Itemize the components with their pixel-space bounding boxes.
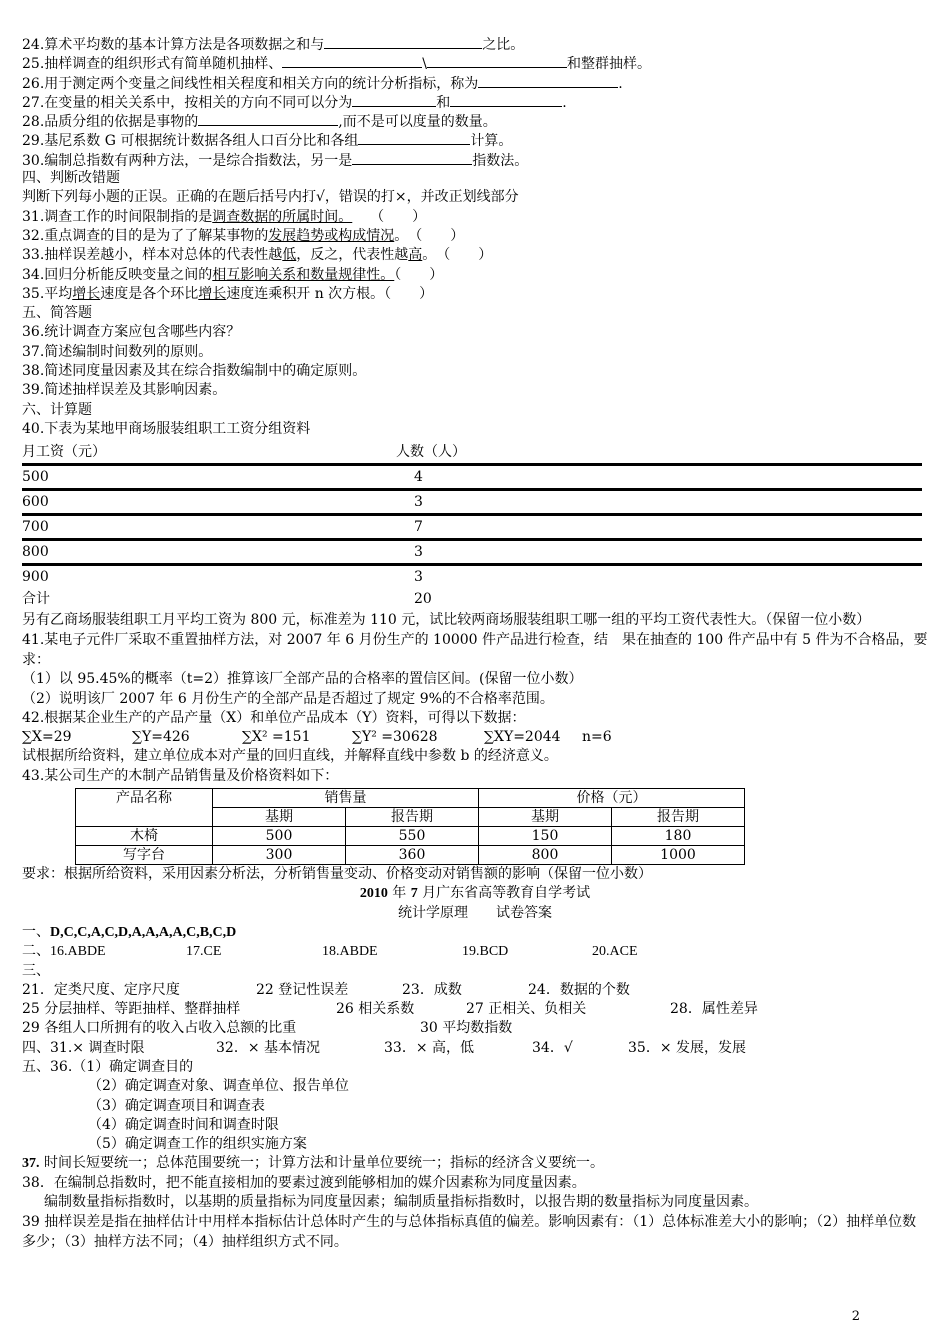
question-42-task: 试根据所给资料，建立单位成本对产量的回归直线，并解释直线中参数 b 的经济意义。: [22, 748, 558, 765]
short-question: 38.简述同度量因素及其在综合指数编制中的确定原则。: [22, 363, 367, 380]
table-row: 800 3: [22, 540, 922, 565]
answers-section-3-line1: 21．定类尺度、定序尺度 22 登记性误差 23．成数 24．数据的个数: [22, 981, 630, 998]
answers-section-3-line3: 29 各组人口所拥有的收入占收入总额的比重 30 平均数指数: [22, 1020, 513, 1037]
question-43-intro: 43.某公司生产的木制产品销售量及价格资料如下：: [22, 767, 339, 784]
table-row: 500 4: [22, 465, 922, 490]
answer-blank: [450, 92, 562, 107]
short-question: 39.简述抽样误差及其影响因素。: [22, 382, 227, 399]
table-header-cell: 人数（人）: [396, 441, 922, 465]
answers-title: 2010 年 7 月广东省高等教育自学考试: [359, 885, 591, 902]
answer-blank: [478, 73, 618, 88]
answers-subtitle: 统计学原理 试卷答案: [398, 904, 552, 921]
question-40-note: 另有乙商场服装组职工月平均工资为 800 元，标准差为 110 元，试比较两商场服装组职工哪一组的平均工资代表性大。（保留一位小数）: [22, 612, 871, 629]
table-subheader-row: 基期 报告期 基期 报告期: [76, 808, 745, 827]
answer-37: 37. 时间长短要统一；总体范围要统一；计算方法和计量单位要统一；指标的经济含义要统一。: [22, 1155, 604, 1172]
question-41: 41.某电子元件厂采取不重置抽样方法，对 2007 年 6 月份生产的 10000 件产品进行检查，结 果在抽查的 100 件产品中有 5 件为不合格品，要求：: [22, 632, 928, 669]
answer-38-detail: 编制数量指标指数时，以基期的质量指标为同度量因素；编制质量指标指数时，以报告期的数量指标为同度量因素。: [44, 1194, 758, 1211]
table-row: 700 7: [22, 515, 922, 540]
question-29: 29.基尼系数 G 可根据统计数据各组人口百分比和各组 计算。: [22, 130, 928, 149]
answer-blank: [358, 130, 470, 145]
table-header-row: [22, 441, 922, 465]
page-number: 2: [851, 1309, 860, 1324]
answer-blank: [352, 92, 436, 107]
question-27: 27.在变量的相关关系中，按相关的方向不同可以分为 和 .: [22, 92, 928, 111]
question-41-part1: （1）以 95.45%的概率（t=2）推算该厂全部产品的合格率的置信区间。(保留一位小数）: [22, 671, 583, 688]
question-35: 35.平均增长速度是各个环比增长速度连乘积开 n 次方根。（ ）: [22, 285, 434, 302]
section-title: 四、判断改错题: [22, 170, 120, 187]
answers-section-1: 一、D,C,C,A,C,D,A,A,A,A,C,B,C,D: [22, 923, 237, 940]
table-header-row: 产品名称 销售量 价格（元）: [76, 789, 745, 808]
table-row: 600 3: [22, 490, 922, 515]
question-41-part2: （2）说明该厂 2007 年 6 月份生产的全部产品是否超过了规定 9%的不合格率范围。: [22, 690, 554, 707]
answers-section-3-label: 三、: [22, 962, 50, 979]
wage-table: [22, 441, 922, 610]
answer-36-item: （2）确定调查对象、调查单位、报告单位: [88, 1078, 349, 1095]
question-40-intro: 40.下表为某地甲商场服装组职工工资分组资料: [22, 420, 311, 437]
question-43-requirement: 要求：根据所给资料，采用因素分析法，分析销售量变动、价格变动对销售额的影响（保留一位小数）: [22, 866, 652, 883]
table-total-row: 合计 20: [22, 591, 432, 608]
table-row: 写字台 300 360 800 1000: [76, 846, 745, 865]
question-31: 31.调查工作的时间限制指的是调查数据的所属时间。 （ ）: [22, 208, 427, 225]
answers-section-3-line2: 25 分层抽样、等距抽样、整群抽样 26 相关系数 27 正相关、负相关 28．属性差异: [22, 1001, 758, 1018]
question-33: 33.抽样误差越小，样本对总体的代表性越低，反之，代表性越高。 （ ）: [22, 247, 493, 264]
answer-blank: [324, 34, 482, 49]
answer-36-item: （5）确定调查工作的组织实施方案: [88, 1136, 307, 1153]
answer-39: 39 抽样误差是指在抽样估计中用样本指标估计总体时产生的与总体指标真值的偏差。影响因素有：（1）总体标准差大小的影响；（2）抽样单位数多少；（3）抽样方法不同；（4）抽样组织方式不同。: [22, 1214, 917, 1251]
answer-blank: [198, 111, 338, 126]
answer-36-item: （3）确定调查项目和调查表: [88, 1097, 265, 1114]
exam-page: [22, 34, 928, 1252]
short-question: 37.简述编制时间数列的原则。: [22, 343, 213, 360]
question-42: 42.根据某企业生产的产品产量（X）和单位产品成本（Y）资料，可得以下数据：: [22, 709, 526, 726]
question-24: 24.算术平均数的基本计算方法是各项数据之和与 之比。: [22, 34, 928, 53]
section-title: 六、计算题: [22, 401, 92, 418]
answers-section-4: 四、31.× 调查时限 32．× 基本情况 33．× 高，低 34．√ 35．× 发展，发展: [22, 1039, 746, 1056]
answer-blank: [352, 150, 472, 165]
question-28: 28.品质分组的依据是事物的 ,而不是可以度量的数量。: [22, 111, 928, 130]
question-32: 32.重点调查的目的是为了了解某事物的发展趋势或构成情况。 （ ）: [22, 227, 465, 244]
question-26: 26.用于测定两个变量之间线性相关程度和相关方向的统计分析指标，称为 .: [22, 73, 928, 92]
section-instruction: 判断下列每小题的正误。正确的在题后括号内打√，错误的打×，并改正划线部分: [22, 189, 519, 206]
answer-36: 五、36.（1）确定调查目的: [22, 1058, 194, 1075]
question-34: 34.回归分析能反映变量之间的相互影响关系和数量规律性。（ ）: [22, 266, 444, 283]
answer-36-item: （4）确定调查时间和调查时限: [88, 1116, 279, 1133]
short-question: 36.统计调查方案应包含哪些内容？: [22, 324, 241, 341]
question-25: 25.抽样调查的组织形式有简单随机抽样、 \ 和整群抽样。: [22, 53, 928, 72]
question-42-sums: ∑X=29 ∑Y=426 ∑X² =151 ∑Y² =30628 ∑XY=2044 n=6: [22, 729, 612, 746]
answer-38: 38．在编制总指数时，把不能直接相加的要素过渡到能够相加的媒介因素称为同度量因素。: [22, 1174, 586, 1191]
answers-section-2: 二、16.ABDE 17.CE 18.ABDE 19.BCD 20.ACE: [22, 943, 638, 960]
table-header-cell: 月工资（元）: [22, 441, 396, 465]
answer-blank: [427, 53, 567, 68]
question-30: 30.编制总指数有两种方法，一是综合指数法，另一是 指数法。: [22, 150, 928, 169]
table-row: 木椅 500 550 150 180: [76, 827, 745, 846]
sales-table: [75, 788, 745, 865]
answer-blank: [282, 53, 422, 68]
section-title: 五、简答题: [22, 305, 92, 322]
table-row: 900 3: [22, 569, 423, 586]
